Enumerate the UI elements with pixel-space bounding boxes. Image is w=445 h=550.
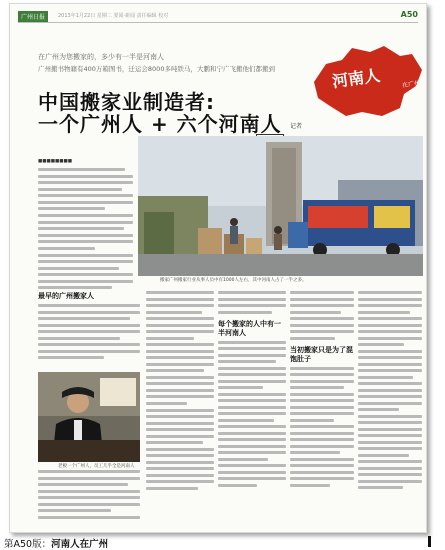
moving-truck-photo (138, 136, 423, 276)
end-mark (428, 536, 431, 547)
badge-title: 河南人 (331, 65, 382, 92)
newspaper-page (9, 3, 427, 533)
page-number: A50 (400, 10, 418, 19)
masthead (18, 9, 418, 23)
reporter-byline: 记者 (290, 123, 303, 130)
column-1 (38, 291, 140, 363)
businessman-photo (38, 372, 140, 462)
headline-line-2: 一个广州人 + 六个河南人 (38, 112, 282, 136)
page-label (4, 536, 108, 550)
headline-line-1: 中国搬家业制造者: (38, 90, 215, 114)
person-photo-caption: 老板一个广州人，员工几乎全是河南人 (58, 464, 135, 469)
badge-subtitle: 在广州 (401, 79, 421, 90)
section-title-2: 每个搬家的人中有一半河南人 (218, 319, 281, 337)
masthead-logo: 广州日报 (18, 11, 48, 22)
column-2 (146, 291, 214, 493)
masthead-date: 2013年1月22日 星期二 要闻·新闻 责任编辑 校对 (58, 13, 169, 19)
page-label-prefix: 第A50版： (4, 539, 52, 550)
deck-line-2: 广州搬书物籍有400万箱图书，迁运会8000多吨铁马，大鹏和宁广飞搬他们都搬到 (38, 65, 275, 73)
deck-line-1: 在广州为您搬家的，多少有一半是河南人 (38, 53, 164, 61)
column-4 (290, 291, 354, 490)
section-title-1: 最早的广州搬家人 (38, 292, 94, 300)
intro-byline: ■■■■■■■■ (38, 159, 73, 164)
main-photo-caption: 搬家广州搬家行业从事人员中有1000人左右，其中河南人占了一半之多。 (160, 278, 307, 283)
page-label-title: 河南人在广州 (51, 539, 109, 550)
column-3 (218, 291, 286, 490)
column-5 (358, 291, 422, 493)
column-1-continued (38, 470, 140, 522)
section-title-3: 当初搬家只是为了混饱肚子 (290, 345, 353, 363)
intro-column (38, 159, 133, 293)
